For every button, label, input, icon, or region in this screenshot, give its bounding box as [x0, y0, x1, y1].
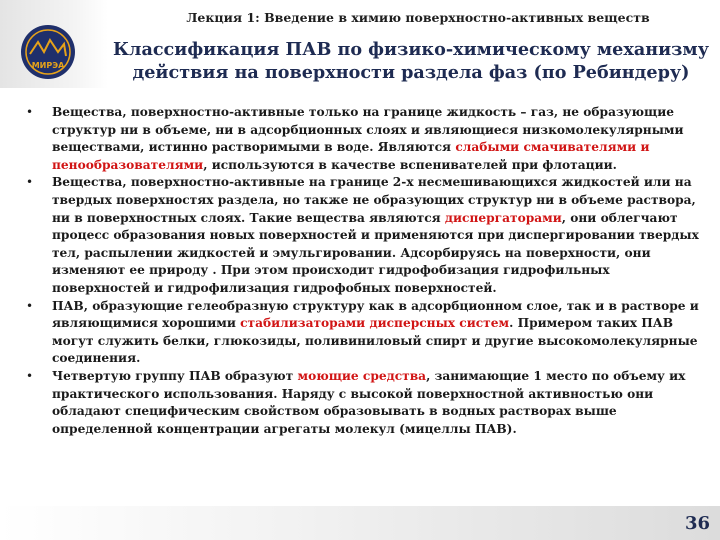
bullet-item — [16, 298, 702, 368]
bullet-item — [16, 104, 702, 174]
slide-title — [112, 38, 710, 84]
footer-bar — [0, 506, 720, 540]
bullet-list — [16, 104, 702, 438]
title-line-1: Классификация ПАВ по физико-химическому механизму — [113, 39, 709, 60]
bullet-dot: • — [26, 105, 34, 119]
highlight-term: диспергаторами — [444, 210, 562, 225]
bullet-dot: • — [26, 298, 34, 313]
bullet-dot: • — [26, 175, 34, 190]
bullet-text: Вещества, поверхностно-активные на границе 2-х несмешивающихся жидкостей или на твердых поверхностях раздела, но также не образующих структур ни в объеме раствора, ни в поверхностных слоях. Такие вещества являются диспергаторами, они облегчают процесс образования новых поверхностей и применяются при диспергировании твердых тел, распылении жидкостей и эмульгировании. Адсорбируясь на поверхности, они изменяют ее природу . При этом происходит гидрофобизация гидрофильных поверхностей и гидрофилизация гидрофобных поверхностей. — [52, 175, 699, 295]
bullet-text: Четвертую группу ПАВ образуют моющие средства, занимающие 1 место по объему их практического использования. Наряду с высокой поверхностной активностью они обладают специфическим свойством образовывать в водных растворах выше определенной концентрации агрегаты молекул (мицеллы ПАВ). — [52, 368, 686, 436]
lecture-title: Лекция 1: Введение в химию поверхностно-активных веществ — [186, 10, 650, 25]
highlight-term: моющие средства — [297, 368, 427, 383]
title-line-2: действия на поверхности раздела фаз (по Ребиндеру) — [132, 62, 690, 83]
bullet-text: Вещества, поверхностно-активные только на границе жидкость – газ, не образующие структур ни в объеме, ни в адсорбционных слоях и являющиеся низкомолекулярными веществами, истинно растворимыми в воде. Являются слабыми смачивателями и пенообразователями, используются в качестве вспенивателей при флотации. — [52, 105, 684, 172]
logo-text: МИРЭА — [31, 61, 65, 70]
highlight-term: слабыми смачивателями и пенообразователями — [52, 140, 650, 172]
bullet-item — [16, 368, 702, 438]
bullet-dot: • — [26, 368, 34, 383]
bullet-text: ПАВ, образующие гелеобразную структуру как в адсорбционном слое, так и в растворе и являющимися хорошими стабилизаторами дисперсных систем. Примером таких ПАВ могут служить белки, глюкозиды, поливиниловый спирт и другие высокомолекулярные соединения. — [52, 298, 699, 366]
highlight-term: стабилизаторами дисперсных систем — [240, 316, 510, 331]
bullet-item — [16, 174, 702, 297]
mirea-logo — [20, 24, 76, 80]
page-number: 36 — [684, 513, 710, 534]
